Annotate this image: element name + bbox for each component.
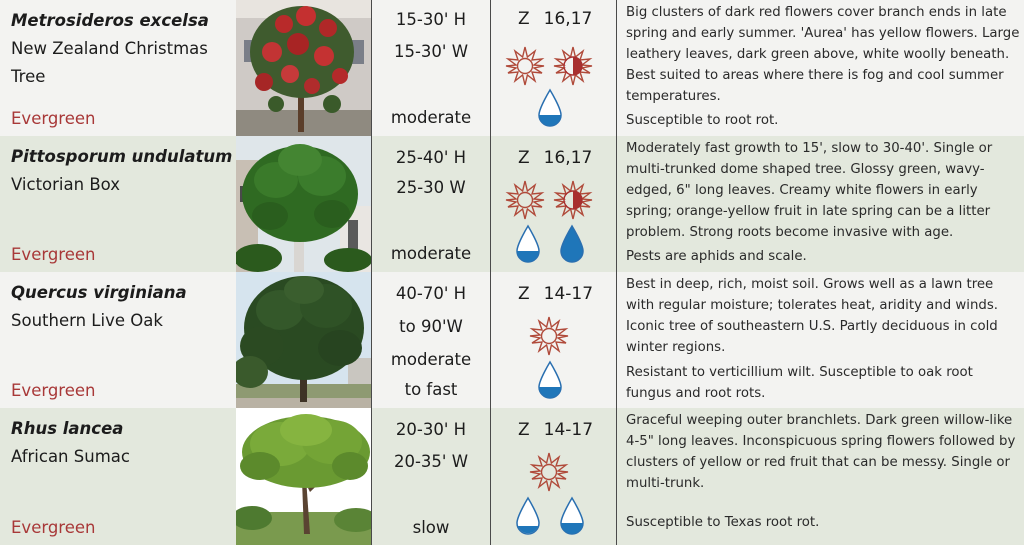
column-divider	[616, 0, 617, 545]
zone-range: 16,17	[543, 148, 593, 168]
habit-label: Evergreen	[11, 245, 96, 264]
zone-cell	[491, 136, 616, 272]
width-value: to 90'W	[399, 317, 463, 336]
description-cell	[617, 0, 1024, 136]
name-cell	[0, 136, 234, 272]
description-cell	[617, 136, 1024, 272]
part-shade-icon	[553, 180, 593, 220]
zone-label	[518, 148, 592, 168]
part-shade-icon	[553, 46, 593, 86]
column-divider	[490, 0, 491, 545]
zone-label	[518, 9, 592, 29]
full-sun-icon	[505, 46, 545, 86]
table-row	[0, 136, 1024, 272]
growth-rate: moderate	[390, 244, 472, 263]
size-cell	[372, 408, 490, 545]
zone-label	[518, 420, 593, 440]
height-value: 20-30' H	[395, 420, 467, 439]
table-row	[0, 408, 1024, 545]
pest-note: Susceptible to root rot.	[626, 113, 779, 128]
habit-label: Evergreen	[11, 518, 96, 537]
moderate-water-icon	[537, 88, 563, 128]
habit-label: Evergreen	[11, 381, 96, 400]
description-text: Big clusters of dark red flowers cover branch ends in late spring and early summer. 'Aurea' has yellow flowers. Large leathery leaves, dark green above, white woolly beneath. Best suited to areas where there is fog and cool summer temperatures.	[626, 5, 1020, 104]
growth-rate-2: to fast	[404, 380, 458, 399]
tree-photo	[236, 136, 371, 272]
zone-label	[518, 284, 593, 304]
zone-cell	[491, 0, 616, 136]
description-text: Graceful weeping outer branchlets. Dark green willow-like 4-5" long leaves. Inconspicuous spring flowers followed by clusters of yellow or red fruit that can be messy. Single or multi-trunk.	[626, 413, 1016, 491]
growth-rate: moderate	[390, 108, 472, 127]
size-cell	[372, 272, 490, 408]
full-sun-icon	[505, 180, 545, 220]
zone-range: 16,17	[543, 9, 593, 29]
growth-rate: slow	[412, 518, 450, 537]
size-cell	[372, 136, 490, 272]
column-divider	[371, 0, 372, 545]
description-text: Best in deep, rich, moist soil. Grows well as a lawn tree with regular moisture; tolerates heat, aridity and winds. Iconic tree of southeastern U.S. Partly deciduous in cold winter regions.	[626, 277, 999, 355]
pest-note: Pests are aphids and scale.	[626, 249, 807, 264]
height-value: 15-30' H	[395, 10, 467, 29]
zone-letter: Z	[518, 9, 530, 29]
zone-letter: Z	[518, 148, 530, 168]
scientific-name: Pittosporum undulatum	[11, 147, 233, 166]
zone-cell	[491, 408, 616, 545]
common-name: Victorian Box	[11, 175, 120, 194]
width-value: 25-30 W	[396, 178, 466, 197]
common-name: African Sumac	[11, 447, 130, 466]
scientific-name: Quercus virginiana	[11, 283, 187, 302]
height-value: 25-40' H	[395, 148, 467, 167]
table-row	[0, 272, 1024, 408]
tree-photo	[236, 272, 371, 408]
common-name: Southern Live Oak	[11, 311, 163, 330]
table-row	[0, 0, 1024, 136]
moderate-water-icon	[515, 224, 541, 264]
tree-photo	[236, 0, 371, 136]
full-sun-icon	[529, 452, 569, 492]
tree-photo	[236, 408, 371, 545]
name-cell	[0, 408, 234, 545]
description-cell	[617, 272, 1024, 408]
description-text: Moderately fast growth to 15', slow to 30-40'. Single or multi-trunked dome shaped tree. Glossy green, wavy-edged, 6" long leaves. Creamy white flowers in early spring; orange-yellow fruit in late spring can be a litter problem. Strong roots become invasive with age.	[626, 141, 993, 240]
width-value: 15-30' W	[393, 42, 469, 61]
zone-range: 14-17	[543, 420, 594, 440]
name-cell	[0, 272, 234, 408]
growth-rate: moderate	[390, 350, 472, 369]
scientific-name: Metrosideros excelsa	[11, 11, 209, 30]
full-sun-icon	[529, 316, 569, 356]
name-cell	[0, 0, 234, 136]
zone-cell	[491, 272, 616, 408]
moderate-water-icon	[537, 360, 563, 400]
moderate-water-icon	[559, 496, 585, 536]
height-value: 40-70' H	[395, 284, 467, 303]
description-cell	[617, 408, 1024, 545]
width-value: 20-35' W	[393, 452, 469, 471]
habit-label: Evergreen	[11, 109, 96, 128]
common-name: New Zealand Christmas Tree	[11, 39, 208, 86]
zone-letter: Z	[518, 420, 530, 440]
zone-letter: Z	[518, 284, 530, 304]
scientific-name: Rhus lancea	[11, 419, 124, 438]
zone-range: 14-17	[543, 284, 594, 304]
low-water-icon	[515, 496, 541, 536]
regular-water-icon	[559, 224, 585, 264]
pest-note: Susceptible to Texas root rot.	[626, 515, 820, 530]
pest-note: Resistant to verticillium wilt. Susceptible to oak root fungus and root rots.	[626, 365, 973, 401]
size-cell	[372, 0, 490, 136]
